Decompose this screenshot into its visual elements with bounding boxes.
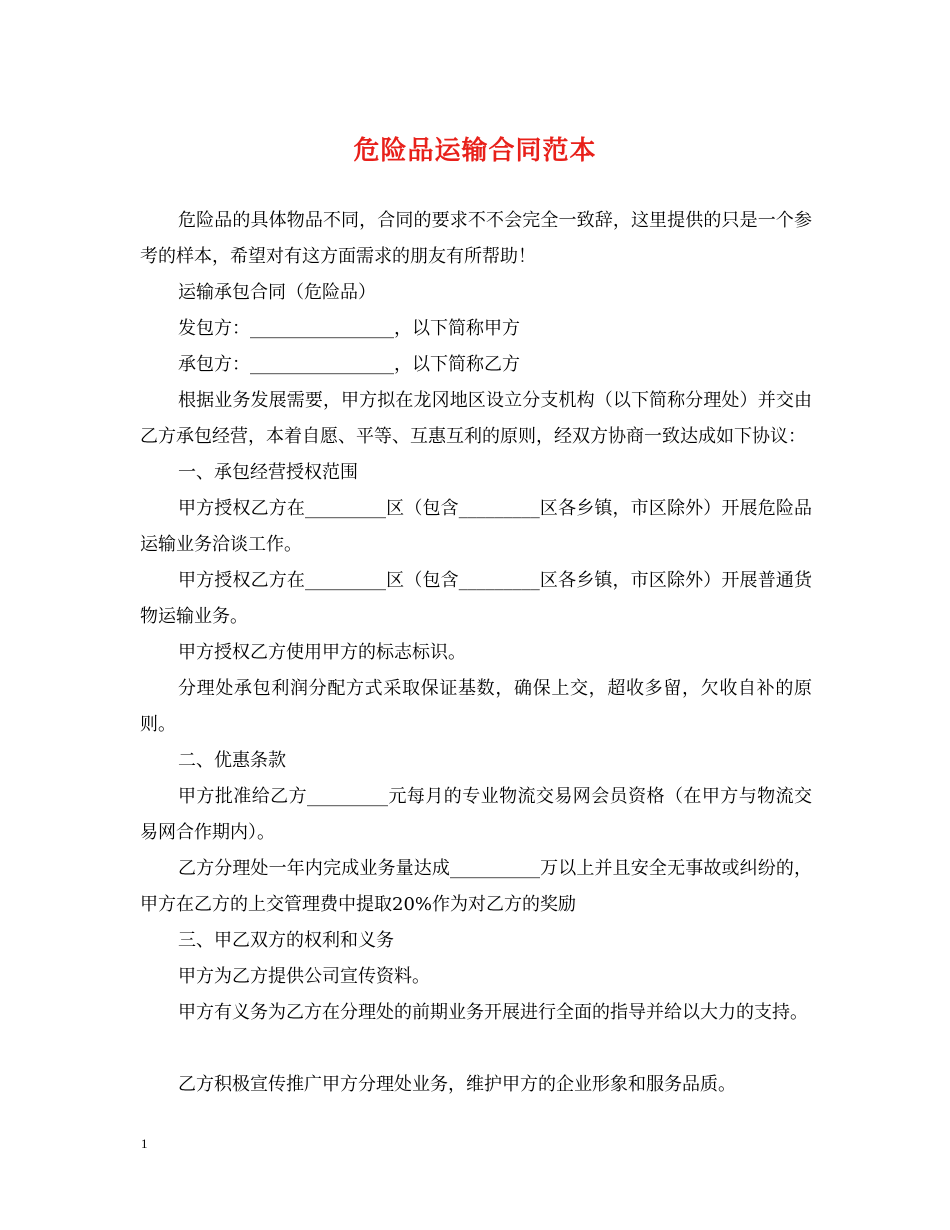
paragraph-reward: 乙方分理处一年内完成业务量达成__________万以上并且安全无事故或纠纷的，甲方在乙方的上交管理费中提取20%作为对乙方的奖励	[140, 858, 812, 915]
paragraph-materials: 甲方为乙方提供公司宣传资料。	[178, 966, 430, 987]
document-body	[140, 203, 812, 1103]
paragraph-intro: 危险品的具体物品不同，合同的要求不不会完全一致辞，这里提供的只是一个参考的样本，希望对有这方面需求的朋友有所帮助！	[140, 210, 812, 267]
paragraph-spacer	[140, 1031, 812, 1067]
paragraph-party-b: 承包方：________________，以下简称乙方	[178, 354, 520, 375]
paragraph-profit: 分理处承包利润分配方式采取保证基数，确保上交，超收多留，欠收自补的原则。	[140, 678, 812, 735]
paragraph-party-a: 发包方：________________，以下简称甲方	[178, 318, 520, 339]
section-heading-3: 三、甲乙双方的权利和义务	[178, 930, 394, 951]
document-title: 危险品运输合同范本	[353, 136, 597, 166]
paragraph-membership: 甲方批准给乙方_________元每月的专业物流交易网会员资格（在甲方与物流交易网合作期内）。	[140, 786, 812, 843]
paragraph-hazardous-scope: 甲方授权乙方在_________区（包含_________区各乡镇，市区除外）开展危险品运输业务洽谈工作。	[140, 498, 812, 555]
paragraph-guidance: 甲方有义务为乙方在分理处的前期业务开展进行全面的指导并给以大力的支持。	[178, 1002, 808, 1023]
section-heading-1: 一、承包经营授权范围	[178, 462, 358, 483]
page-number: 1	[141, 1136, 148, 1151]
paragraph-logo-use: 甲方授权乙方使用甲方的标志标识。	[178, 642, 466, 663]
paragraph-promotion: 乙方积极宣传推广甲方分理处业务，维护甲方的企业形象和服务品质。	[178, 1074, 736, 1095]
section-heading-2: 二、优惠条款	[178, 750, 286, 771]
paragraph-general-scope: 甲方授权乙方在_________区（包含_________区各乡镇，市区除外）开展普通货物运输业务。	[140, 570, 812, 627]
paragraph-contract-name: 运输承包合同（危险品）	[178, 282, 376, 303]
paragraph-preamble: 根据业务发展需要，甲方拟在龙冈地区设立分支机构（以下简称分理处）并交由乙方承包经营，本着自愿、平等、互惠互利的原则，经双方协商一致达成如下协议：	[140, 390, 812, 447]
